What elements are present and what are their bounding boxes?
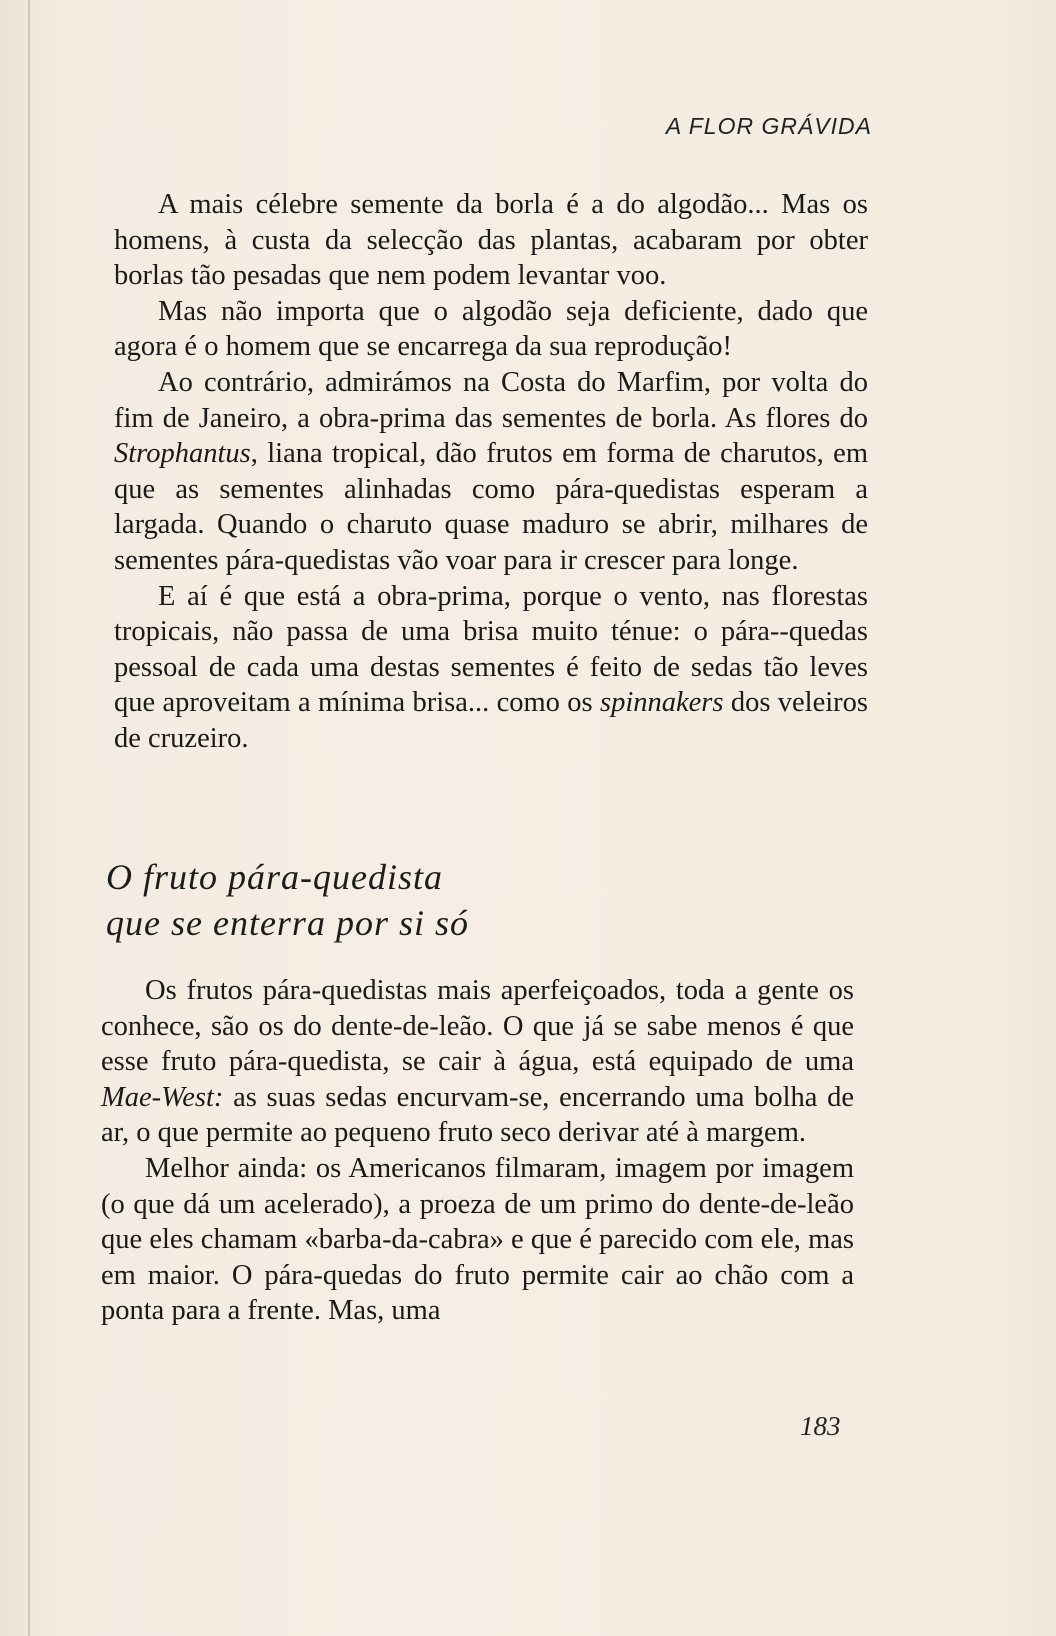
text-segment: Ao contrário, admirámos na Costa do Marfim, por volta do fim de Janeiro, a obra-prima das sementes de borla. As flores do xyxy=(114,366,868,434)
text-segment: Melhor ainda: os Americanos filmaram, imagem por imagem (o que dá um acelerado), a proeza de um primo do dente-de-leão que eles chamam «barba-da-cabra» e que é parecido com ele, mas em maior. O pára-quedas do fruto permite cair ao chão com a ponta para a frente. Mas, uma xyxy=(101,1152,854,1327)
paragraph xyxy=(101,973,854,1151)
page-gutter-line xyxy=(28,0,30,1636)
text-segment: Mas não importa que o algodão seja deficiente, dado que agora é o homem que se encarrega da sua reprodução! xyxy=(114,295,868,363)
text-segment: as suas sedas encurvam-se, encerrando uma bolha de ar, o que permite ao pequeno fruto seco derivar até à margem. xyxy=(101,1081,854,1149)
text-segment: E aí é que está a obra-prima, porque o vento, nas florestas tropicais, não passa de uma brisa muito ténue: o pára--quedas pessoal de cada uma destas sementes é feito de sedas tão leves que aproveitam a mínima brisa... como os xyxy=(114,580,868,719)
text-segment: , liana tropical, dão frutos em forma de charutos, em que as sementes alinhadas como pára-quedistas esperam a largada. Quando o charuto quase maduro se abrir, milhares de sementes pára-quedistas vão voar para ir crescer para longe. xyxy=(114,438,868,576)
heading-line-1: O fruto pára-quedista xyxy=(106,857,444,897)
paragraph xyxy=(114,579,868,757)
heading-line-2: que se enterra por si só xyxy=(106,903,469,943)
running-head: A FLOR GRÁVIDA xyxy=(665,113,872,139)
text-segment: dos veleiros de cruzeiro. xyxy=(114,687,869,754)
paragraph xyxy=(114,187,868,294)
paragraph xyxy=(114,294,868,365)
text-segment: Os frutos pára-quedistas mais aperfeiçoados, toda a gente os conhece, são os do dente-de-leão. O que já se sabe menos é que esse fruto pára-quedista, se cair à água, está equipado de uma xyxy=(101,975,854,1078)
section-1-text xyxy=(114,187,868,757)
section-2-text xyxy=(101,973,854,1329)
section-heading xyxy=(106,854,469,946)
paragraph xyxy=(114,365,868,579)
page-number: 183 xyxy=(800,1411,841,1441)
italic-term: Mae-West: xyxy=(101,1081,224,1113)
italic-term: spinnakers xyxy=(599,687,724,719)
text-segment: A mais célebre semente da borla é a do algodão... Mas os homens, à custa da selecção das plantas, acabaram por obter borlas tão pesadas que nem podem levantar voo. xyxy=(114,189,868,292)
paragraph xyxy=(101,1151,854,1329)
italic-term: Strophantus xyxy=(114,438,251,470)
